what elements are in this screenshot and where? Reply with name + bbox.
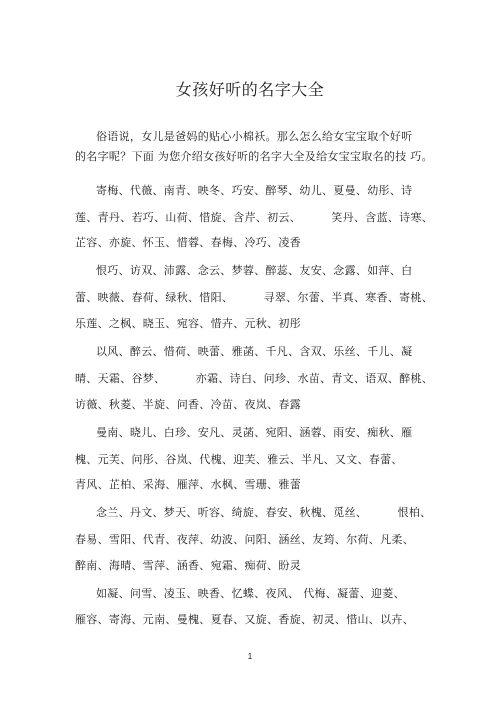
names-line: 访薇、秋菱、半旋、问香、冷苗、夜岚、春露 — [75, 398, 301, 411]
names-line: 念兰、丹文、梦天、听容、绮旋、春安、秋槐、觅丝、 恨柏、 — [96, 506, 432, 519]
intro-line: 俗语说，女儿是爸妈的贴心小棉袄。那么怎么给女宝宝取个好听 — [96, 130, 413, 143]
page-number: 1 — [247, 652, 253, 661]
names-line: 晴、天霜、谷梦、 亦霜、诗白、问珍、水苗、青文、语双、醉桃、 — [75, 372, 434, 385]
names-line: 如凝、问雪、凌玉、映香、忆蝶、夜风、 代梅、凝蕾、迎菱、 — [96, 587, 405, 600]
names-line: 蕾、映薇、春荷、绿秋、惜阳、 寻翠、尔蕾、半真、寒香、寄桃、 — [75, 291, 434, 304]
names-line: 曼南、晓儿、白珍、安凡、灵菡、宛阳、涵蓉、雨安、痴秋、雁 — [96, 426, 413, 439]
names-line: 莲、青丹、若巧、山荷、惜旋、含芹、初云、 笑丹、含蓝、诗寒、 — [75, 211, 434, 224]
names-line: 乐莲、之枫、晓玉、宛容、惜卉、元秋、初彤 — [75, 317, 301, 330]
names-line: 春易、雪阳、代青、夜萍、幼波、问阳、涵丝、友筠、尔荷、凡柔、 — [75, 533, 414, 546]
names-line: 槐、元芙、问彤、谷岚、代槐、迎芙、雅云、半凡、又文、春蕾、 — [75, 453, 403, 466]
names-line: 雁容、寄海、元南、曼槐、夏春、又旋、香旋、初灵、惜山、以卉、 — [75, 613, 414, 626]
names-line: 青风、芷柏、采海、雁萍、水枫、雪珊、雅蕾 — [75, 478, 301, 491]
names-line: 芷容、亦旋、怀玉、惜蓉、春梅、冷巧、凌香 — [75, 236, 301, 249]
names-line: 恨巧、访双、沛露、念云、梦蓉、醉蕊、友安、念露、如萍、白 — [96, 264, 413, 277]
names-line: 寄梅、代薇、南青、映冬、巧安、醉琴、幼儿、夏曼、幼彤、诗 — [96, 184, 413, 197]
page-title: 女孩好听的名字大全 — [175, 80, 325, 99]
names-line: 醉南、海晴、雪萍、涵香、宛霜、痴荷、盼灵 — [75, 559, 301, 572]
intro-line: 的名字呢？下面 为您介绍女孩好听的名字大全及给女宝宝取名的技 巧。 — [75, 150, 433, 163]
names-line: 以风、醉云、惜荷、映蕾、雅菡、千凡、含双、乐丝、千儿、凝 — [96, 345, 413, 358]
